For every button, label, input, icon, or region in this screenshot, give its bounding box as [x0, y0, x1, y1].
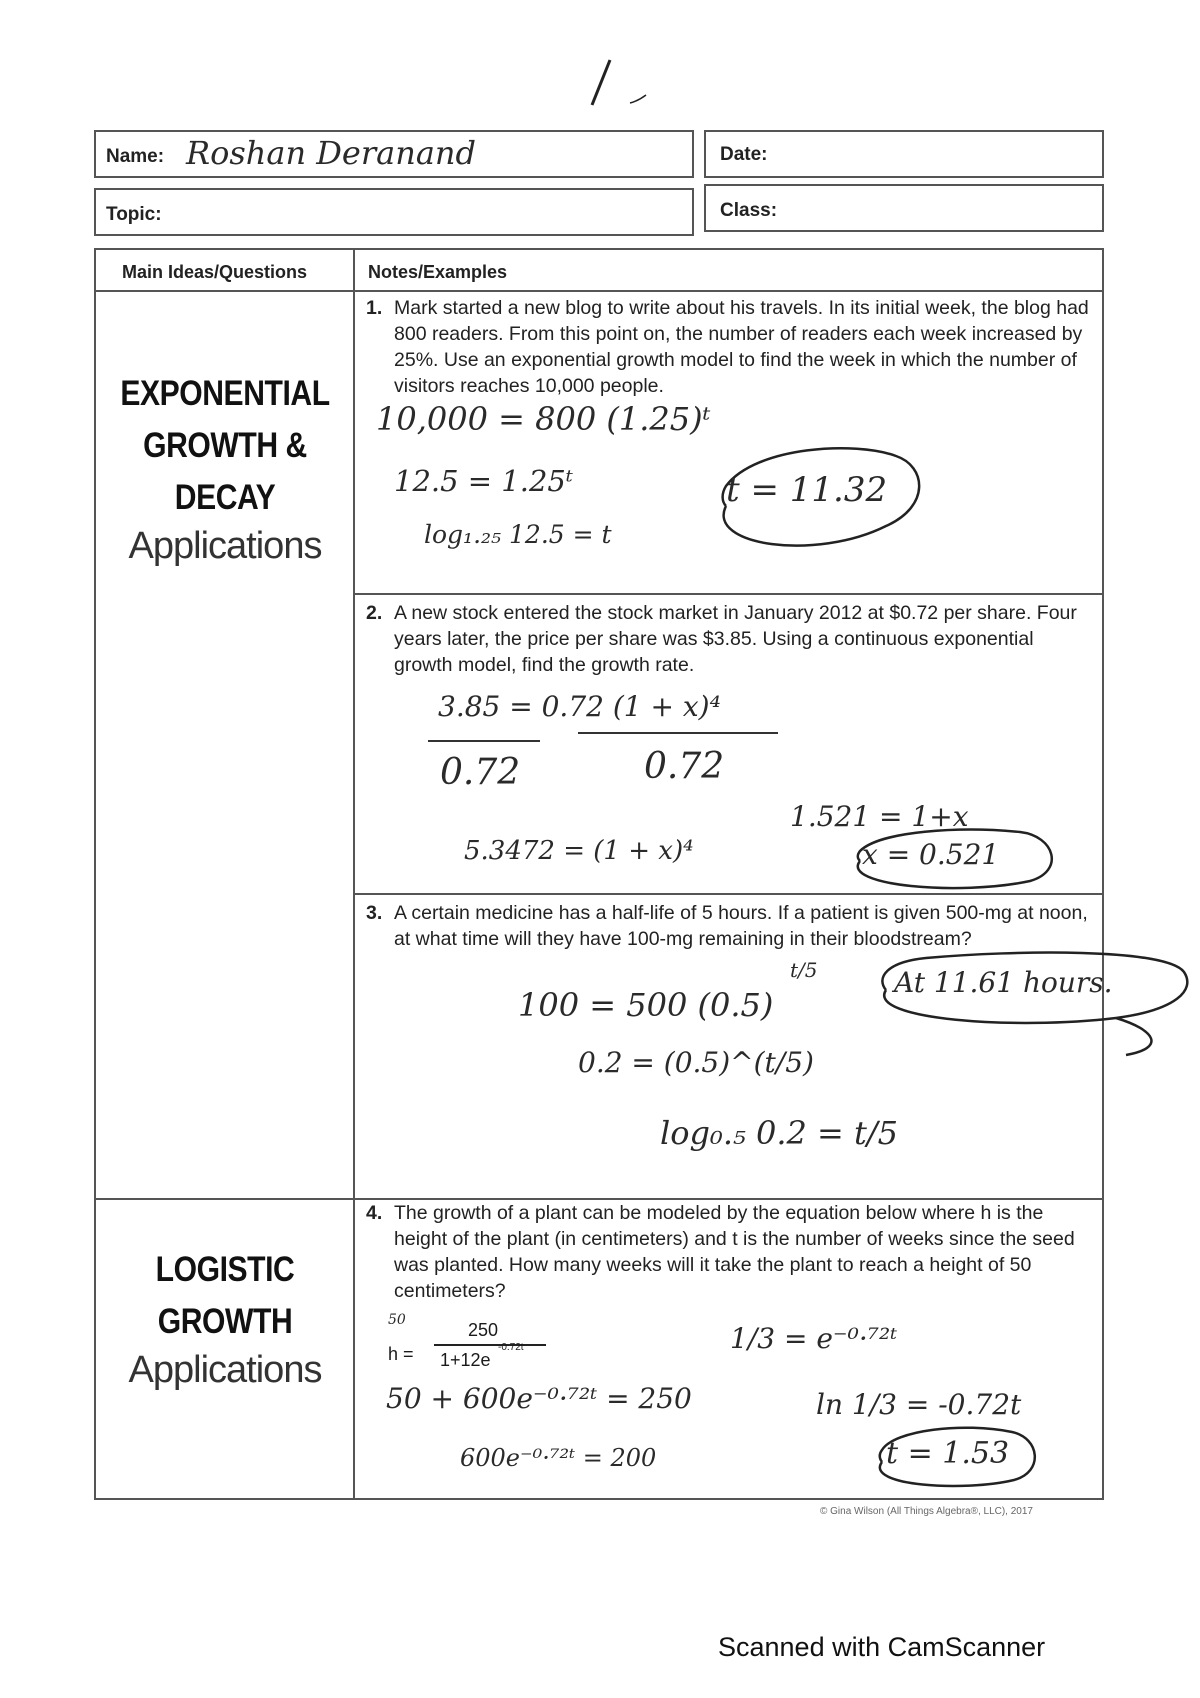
formula-exponent: -0.72t: [498, 1342, 524, 1353]
section-title-line1: EXPONENTIAL: [120, 374, 330, 413]
work-line: 1.521 = 1+x: [790, 800, 969, 833]
problem-text: The growth of a plant can be modeled by the equation below where h is the height of the plant (in centimeters) and t is the number of weeks since the seed was planted. How many weeks will it take the plant to reach a height of 50 centimeters?: [394, 1202, 1075, 1302]
work-line: 0.2 = (0.5)^(t/5): [578, 1046, 814, 1079]
work-line: 50 + 600e⁻⁰·⁷²ᵗ = 250: [386, 1382, 692, 1415]
work-line: t/5: [790, 958, 818, 982]
answer-4: t = 1.53: [886, 1436, 1010, 1471]
formula-numerator: 250: [468, 1320, 499, 1340]
date-box[interactable]: [704, 130, 1104, 178]
formula-bar: [434, 1344, 546, 1346]
problem-number: 2.: [366, 602, 383, 624]
problem-text: A certain medicine has a half-life of 5 hours. If a patient is given 500-mg at noon, at what time will they have 100-mg remaining in their bloodstream?: [394, 902, 1088, 950]
topic-label: Topic:: [106, 204, 162, 225]
work-line: 600e⁻⁰·⁷²ᵗ = 200: [460, 1444, 657, 1472]
plant-formula: [388, 1320, 548, 1380]
copyright-footer: © Gina Wilson (All Things Algebra®, LLC), 2017: [820, 1506, 1033, 1517]
section-title-line1: LOGISTIC: [155, 1250, 295, 1289]
work-line: 12.5 = 1.25ᵗ: [394, 464, 574, 498]
date-label: Date:: [720, 144, 768, 165]
header-divider: [94, 290, 1104, 292]
work-line: 3.85 = 0.72 (1 + x)⁴: [438, 690, 721, 723]
problem-number: 1.: [366, 297, 383, 319]
class-box[interactable]: [704, 184, 1104, 232]
section-subtitle: Applications: [128, 525, 322, 567]
class-label: Class:: [720, 200, 778, 221]
work-line: 100 = 500 (0.5): [518, 986, 774, 1024]
problem-3: [366, 900, 1090, 952]
problem-1: [366, 295, 1090, 399]
answer-2: x = 0.521: [862, 838, 1000, 871]
formula-denominator: 1+12e: [440, 1350, 491, 1370]
column-header-right: Notes/Examples: [368, 262, 508, 282]
fraction-bar: [428, 740, 540, 742]
name-box[interactable]: [94, 130, 694, 178]
fraction-bar: [578, 732, 778, 734]
work-line: 5.3472 = (1 + x)⁴: [464, 836, 694, 866]
problem-text: Mark started a new blog to write about his travels. In its initial week, the blog had 800 readers. From this point on, the number of readers each week increased by 25%. Use an exponential growth model to find the week in which the number of visitors reaches 10,000 people.: [394, 297, 1089, 397]
section-subtitle: Applications: [128, 1349, 322, 1391]
problem-4: [366, 1200, 1090, 1304]
work-line: 50: [388, 1312, 406, 1328]
scan-watermark: Scanned with CamScanner: [718, 1632, 1046, 1662]
name-label: Name:: [106, 146, 165, 167]
pen-mark: [580, 55, 680, 115]
answer-1: t = 11.32: [726, 470, 888, 510]
work-line: log₀.₅ 0.2 = t/5: [660, 1114, 899, 1152]
work-line: 0.72: [440, 752, 521, 793]
problem-2: [366, 600, 1090, 678]
section-title-exponential: [94, 368, 356, 568]
work-line: 1/3 = e⁻⁰·⁷²ᵗ: [730, 1322, 898, 1355]
work-line: 0.72: [644, 746, 725, 787]
problem-number: 4.: [366, 1202, 383, 1224]
section-title-logistic: [94, 1244, 356, 1392]
formula-lhs: h =: [388, 1344, 414, 1364]
section-title-line2: GROWTH & DECAY: [143, 426, 307, 517]
answer-3: At 11.61 hours.: [894, 966, 1113, 999]
row-divider-1: [353, 593, 1104, 595]
section-title-line2: GROWTH: [157, 1302, 293, 1341]
problem-text: A new stock entered the stock market in January 2012 at $0.72 per share. Four years later, the price per share was $3.85. Using a continuous exponential growth model, find the growth rate.: [394, 602, 1077, 676]
column-header-left: Main Ideas/Questions: [122, 262, 308, 282]
work-line: log₁.₂₅ 12.5 = t: [424, 520, 612, 549]
topic-box[interactable]: [94, 188, 694, 236]
problem-number: 3.: [366, 902, 383, 924]
name-value: Roshan Deranand: [186, 134, 476, 172]
work-line: ln 1/3 = -0.72t: [816, 1388, 1022, 1421]
work-line: 10,000 = 800 (1.25)ᵗ: [376, 400, 711, 438]
